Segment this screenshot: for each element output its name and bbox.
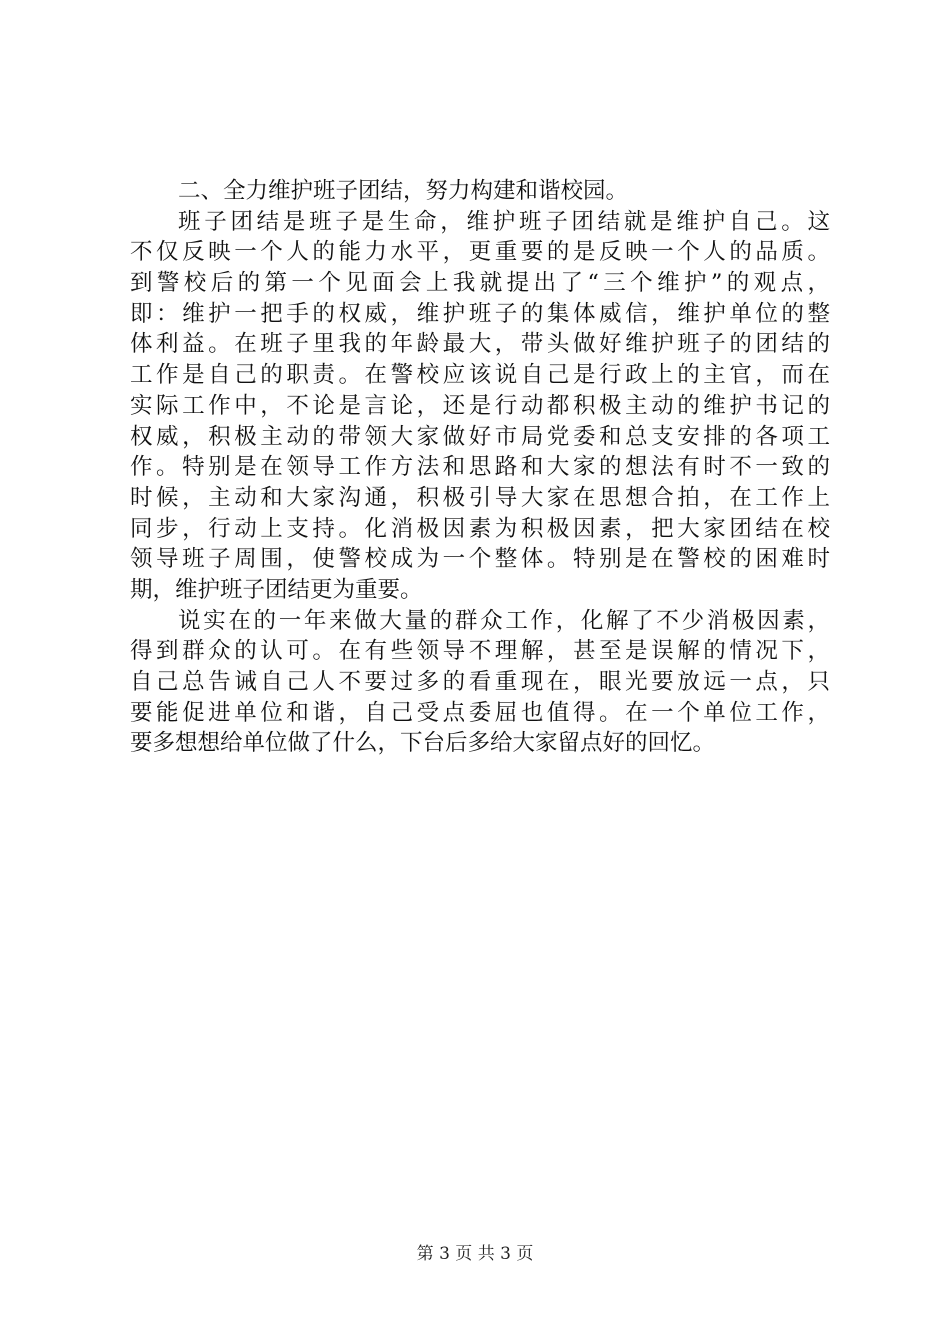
body-text-line: 即：维护一把手的权威，维护班子的集体威信，维护单位的整 (130, 300, 830, 327)
body-text-line: 时候，主动和大家沟通，积极引导大家在思想合拍，在工作上 (130, 484, 830, 511)
body-text-line: 体利益。在班子里我的年龄最大，带头做好维护班子的团结的 (130, 331, 830, 358)
body-text-line: 领导班子周围，使警校成为一个整体。特别是在警校的困难时 (130, 546, 830, 573)
body-text-line: 班子团结是班子是生命，维护班子团结就是维护自己。这 (178, 208, 830, 235)
body-text-line: 不仅反映一个人的能力水平，更重要的是反映一个人的品质。 (130, 239, 830, 266)
body-text-line: 权威，积极主动的带领大家做好市局党委和总支安排的各项工 (130, 423, 830, 450)
body-text-line: 工作是自己的职责。在警校应该说自己是行政上的主官，而在 (130, 362, 830, 389)
page-footer: 第 3 页 共 3 页 (416, 1244, 534, 1264)
section-heading: 二、全力维护班子团结，努力构建和谐校园。 (178, 178, 629, 204)
document-body (130, 176, 830, 759)
body-text-line: 作。特别是在领导工作方法和思路和大家的想法有时不一致的 (130, 454, 830, 481)
body-text-line: 得到群众的认可。在有些领导不理解，甚至是误解的情况下， (130, 638, 830, 665)
body-text-line: 期，维护班子团结更为重要。 (130, 576, 423, 603)
body-text-line: 要多想想给单位做了什么，下台后多给大家留点好的回忆。 (130, 730, 716, 757)
body-text-line: 同步，行动上支持。化消极因素为积极因素，把大家团结在校 (130, 515, 830, 542)
body-text-line: 实际工作中，不论是言论，还是行动都积极主动的维护书记的 (130, 392, 830, 419)
body-text-line: 要能促进单位和谐，自己受点委屈也值得。在一个单位工作， (130, 699, 830, 726)
body-text-line: 说实在的一年来做大量的群众工作，化解了不少消极因素， (178, 607, 830, 634)
body-text-line: 到警校后的第一个见面会上我就提出了“三个维护”的观点， (130, 270, 830, 297)
body-text-line: 自己总告诫自己人不要过多的看重现在，眼光要放远一点，只 (130, 669, 830, 695)
